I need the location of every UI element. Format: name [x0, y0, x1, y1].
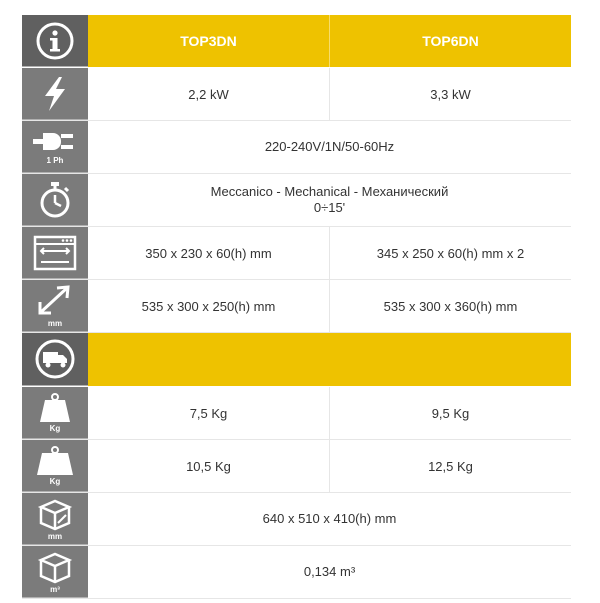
package-volume-icon-cell — [22, 546, 88, 598]
info-icon — [35, 21, 75, 61]
dimensions-top3dn: 535 x 300 x 250(h) mm — [141, 298, 276, 314]
package-size-row — [22, 493, 571, 546]
net-weight-icon-label: Kg — [49, 423, 61, 433]
shipping-icon-cell — [22, 333, 88, 386]
timer-icon-cell — [22, 174, 88, 226]
package-box-icon — [35, 497, 75, 531]
gross-weight-icon-label: Kg — [49, 476, 61, 486]
net-weight-icon-cell — [22, 387, 88, 439]
power-top3dn: 2,2 kW — [188, 86, 229, 102]
power-row — [22, 68, 571, 121]
model-top3dn: TOP3DN — [88, 15, 329, 67]
info-cell — [22, 15, 88, 67]
chamber-top3dn: 350 x 230 x 60(h) mm — [145, 245, 272, 261]
lightning-icon — [40, 76, 70, 112]
chamber-row — [22, 227, 571, 280]
package-size-icon-cell — [22, 493, 88, 545]
stopwatch-icon — [38, 181, 72, 219]
supply-icon-cell — [22, 121, 88, 173]
timer-range: 0÷15' — [313, 200, 346, 215]
dimensions-icon-cell — [22, 280, 88, 332]
package-size-value: 640 x 510 x 410(h) mm — [262, 511, 397, 526]
gross-weight-icon — [35, 446, 75, 476]
delivery-truck-icon — [34, 338, 76, 380]
model-top6dn: TOP6DN — [329, 15, 571, 67]
power-top6dn: 3,3 kW — [329, 68, 571, 120]
power-icon-cell — [22, 68, 88, 120]
dimensions-arrow-icon — [35, 284, 75, 318]
package-volume-value: 0,134 m³ — [303, 564, 356, 579]
gross-weight-icon-cell — [22, 440, 88, 492]
net-weight-top6dn: 9,5 Kg — [329, 387, 571, 439]
package-volume-icon-label: m³ — [50, 584, 60, 594]
gross-weight-row — [22, 440, 571, 493]
timer-type: Meccanico - Mechanical - Механический — [210, 184, 449, 199]
chamber-top6dn: 345 x 250 x 60(h) mm x 2 — [329, 227, 571, 279]
net-weight-icon — [38, 393, 72, 423]
package-volume-icon — [35, 550, 75, 584]
gross-weight-top6dn: 12,5 Kg — [329, 440, 571, 492]
shipping-row — [22, 333, 571, 387]
timer-row — [22, 174, 571, 227]
oven-chamber-icon — [33, 235, 77, 271]
timer-value — [88, 174, 571, 226]
supply-icon-label: 1 Ph — [46, 155, 64, 165]
chamber-icon-cell — [22, 227, 88, 279]
supply-value: 220-240V/1N/50-60Hz — [264, 139, 395, 154]
package-volume-row — [22, 546, 571, 599]
dimensions-row — [22, 280, 571, 333]
supply-row — [22, 121, 571, 174]
dimensions-icon-label: mm — [47, 318, 63, 328]
package-size-icon-label: mm — [47, 531, 63, 541]
net-weight-top3dn: 7,5 Kg — [189, 405, 228, 421]
gross-weight-top3dn: 10,5 Kg — [186, 458, 231, 474]
net-weight-row — [22, 387, 571, 440]
plug-icon — [33, 129, 77, 155]
dimensions-top6dn: 535 x 300 x 360(h) mm — [329, 280, 571, 332]
header-row — [22, 15, 571, 68]
spec-table — [22, 15, 571, 599]
shipping-band — [88, 333, 571, 386]
